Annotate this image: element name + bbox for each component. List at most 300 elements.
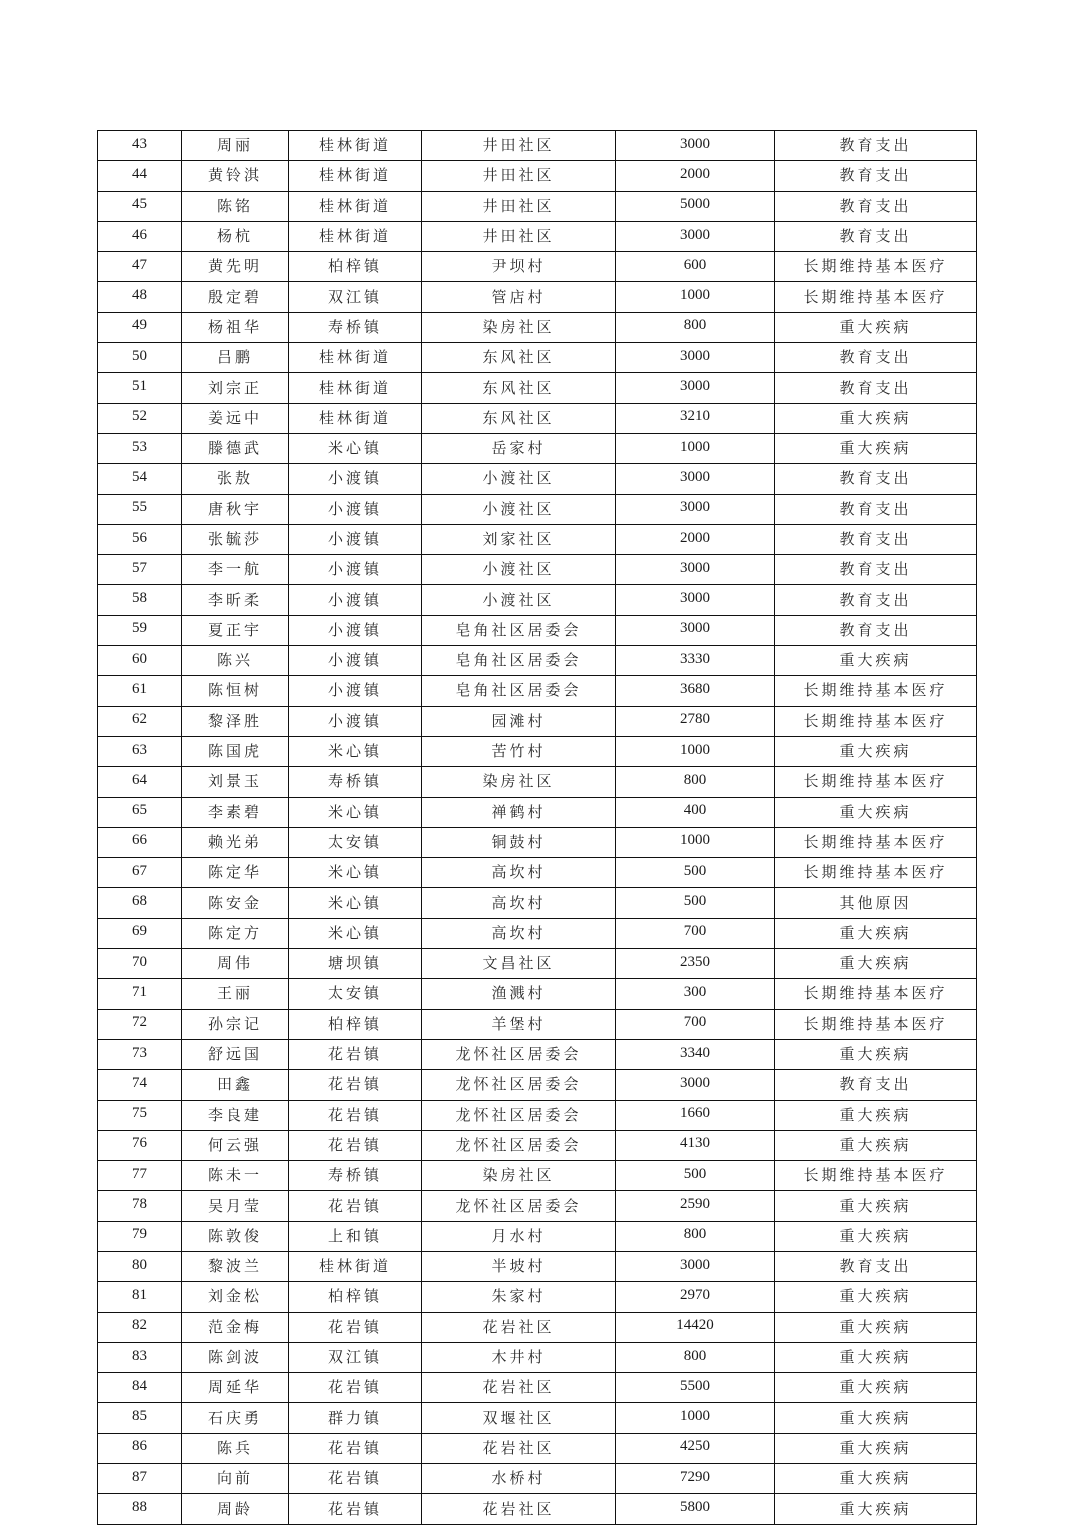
row-number-cell: 78 — [98, 1191, 182, 1221]
village-cell: 花岩社区 — [422, 1373, 616, 1403]
table-row — [98, 858, 977, 888]
row-number-cell: 84 — [98, 1373, 182, 1403]
table-row — [98, 1433, 977, 1463]
amount-cell: 5500 — [616, 1373, 775, 1403]
name-cell: 刘宗正 — [182, 373, 289, 403]
row-number-cell: 87 — [98, 1464, 182, 1494]
town-cell: 花岩镇 — [289, 1464, 422, 1494]
reason-cell: 长期维持基本医疗 — [775, 1009, 977, 1039]
row-number-cell: 77 — [98, 1161, 182, 1191]
row-number-cell: 63 — [98, 736, 182, 766]
town-cell: 群力镇 — [289, 1403, 422, 1433]
village-cell: 龙怀社区居委会 — [422, 1191, 616, 1221]
town-cell: 小渡镇 — [289, 494, 422, 524]
town-cell: 花岩镇 — [289, 1039, 422, 1069]
reason-cell: 重大疾病 — [775, 312, 977, 342]
reason-cell: 重大疾病 — [775, 736, 977, 766]
row-number-cell: 60 — [98, 646, 182, 676]
reason-cell: 教育支出 — [775, 131, 977, 161]
village-cell: 井田社区 — [422, 131, 616, 161]
name-cell: 李昕柔 — [182, 585, 289, 615]
row-number-cell: 83 — [98, 1342, 182, 1372]
village-cell: 花岩社区 — [422, 1312, 616, 1342]
name-cell: 舒远国 — [182, 1039, 289, 1069]
village-cell: 龙怀社区居委会 — [422, 1039, 616, 1069]
name-cell: 杨祖华 — [182, 312, 289, 342]
row-number-cell: 74 — [98, 1070, 182, 1100]
amount-cell: 800 — [616, 1221, 775, 1251]
row-number-cell: 56 — [98, 524, 182, 554]
village-cell: 皂角社区居委会 — [422, 646, 616, 676]
town-cell: 花岩镇 — [289, 1130, 422, 1160]
village-cell: 井田社区 — [422, 191, 616, 221]
table-row — [98, 312, 977, 342]
reason-cell: 重大疾病 — [775, 403, 977, 433]
amount-cell: 1000 — [616, 282, 775, 312]
amount-cell: 3340 — [616, 1039, 775, 1069]
village-cell: 小渡社区 — [422, 585, 616, 615]
row-number-cell: 69 — [98, 918, 182, 948]
name-cell: 吴月莹 — [182, 1191, 289, 1221]
row-number-cell: 86 — [98, 1433, 182, 1463]
town-cell: 桂林街道 — [289, 403, 422, 433]
amount-cell: 500 — [616, 1161, 775, 1191]
name-cell: 夏正宇 — [182, 615, 289, 645]
name-cell: 赖光弟 — [182, 827, 289, 857]
row-number-cell: 82 — [98, 1312, 182, 1342]
name-cell: 张敖 — [182, 464, 289, 494]
table-row — [98, 373, 977, 403]
row-number-cell: 45 — [98, 191, 182, 221]
table-row — [98, 1464, 977, 1494]
reason-cell: 重大疾病 — [775, 1433, 977, 1463]
reason-cell: 长期维持基本医疗 — [775, 827, 977, 857]
row-number-cell: 50 — [98, 343, 182, 373]
village-cell: 染房社区 — [422, 1161, 616, 1191]
table-row — [98, 1009, 977, 1039]
reason-cell: 长期维持基本医疗 — [775, 979, 977, 1009]
reason-cell: 教育支出 — [775, 221, 977, 251]
village-cell: 染房社区 — [422, 767, 616, 797]
reason-cell: 长期维持基本医疗 — [775, 282, 977, 312]
name-cell: 石庆勇 — [182, 1403, 289, 1433]
table-row — [98, 1312, 977, 1342]
table-row — [98, 343, 977, 373]
village-cell: 岳家村 — [422, 433, 616, 463]
town-cell: 柏梓镇 — [289, 1009, 422, 1039]
reason-cell: 教育支出 — [775, 161, 977, 191]
reason-cell: 重大疾病 — [775, 918, 977, 948]
amount-cell: 3680 — [616, 676, 775, 706]
row-number-cell: 55 — [98, 494, 182, 524]
row-number-cell: 49 — [98, 312, 182, 342]
amount-cell: 5800 — [616, 1494, 775, 1524]
amount-cell: 3000 — [616, 555, 775, 585]
town-cell: 桂林街道 — [289, 373, 422, 403]
name-cell: 何云强 — [182, 1130, 289, 1160]
town-cell: 花岩镇 — [289, 1070, 422, 1100]
table-row — [98, 191, 977, 221]
reason-cell: 教育支出 — [775, 373, 977, 403]
town-cell: 双江镇 — [289, 282, 422, 312]
row-number-cell: 66 — [98, 827, 182, 857]
reason-cell: 重大疾病 — [775, 1282, 977, 1312]
name-cell: 姜远中 — [182, 403, 289, 433]
town-cell: 柏梓镇 — [289, 1282, 422, 1312]
reason-cell: 重大疾病 — [775, 1312, 977, 1342]
village-cell: 龙怀社区居委会 — [422, 1070, 616, 1100]
reason-cell: 重大疾病 — [775, 949, 977, 979]
village-cell: 皂角社区居委会 — [422, 676, 616, 706]
town-cell: 桂林街道 — [289, 191, 422, 221]
table-row — [98, 1039, 977, 1069]
village-cell: 水桥村 — [422, 1464, 616, 1494]
row-number-cell: 52 — [98, 403, 182, 433]
reason-cell: 教育支出 — [775, 585, 977, 615]
row-number-cell: 81 — [98, 1282, 182, 1312]
town-cell: 花岩镇 — [289, 1494, 422, 1524]
reason-cell: 教育支出 — [775, 524, 977, 554]
reason-cell: 重大疾病 — [775, 1221, 977, 1251]
table-row — [98, 282, 977, 312]
table-row — [98, 1100, 977, 1130]
town-cell: 上和镇 — [289, 1221, 422, 1251]
name-cell: 周丽 — [182, 131, 289, 161]
table-row — [98, 1221, 977, 1251]
town-cell: 柏梓镇 — [289, 252, 422, 282]
amount-cell: 500 — [616, 858, 775, 888]
town-cell: 花岩镇 — [289, 1433, 422, 1463]
name-cell: 李一航 — [182, 555, 289, 585]
village-cell: 龙怀社区居委会 — [422, 1100, 616, 1130]
reason-cell: 重大疾病 — [775, 1403, 977, 1433]
amount-cell: 3000 — [616, 1070, 775, 1100]
row-number-cell: 75 — [98, 1100, 182, 1130]
amount-cell: 2590 — [616, 1191, 775, 1221]
row-number-cell: 61 — [98, 676, 182, 706]
town-cell: 桂林街道 — [289, 161, 422, 191]
village-cell: 小渡社区 — [422, 494, 616, 524]
amount-cell: 3000 — [616, 373, 775, 403]
name-cell: 殷定碧 — [182, 282, 289, 312]
table-row — [98, 706, 977, 736]
amount-cell: 2000 — [616, 524, 775, 554]
table-row — [98, 1130, 977, 1160]
table-row — [98, 1342, 977, 1372]
village-cell: 苦竹村 — [422, 736, 616, 766]
table-row — [98, 524, 977, 554]
town-cell: 太安镇 — [289, 979, 422, 1009]
amount-cell: 3210 — [616, 403, 775, 433]
amount-cell: 3000 — [616, 494, 775, 524]
reason-cell: 教育支出 — [775, 1070, 977, 1100]
village-cell: 铜鼓村 — [422, 827, 616, 857]
village-cell: 小渡社区 — [422, 464, 616, 494]
amount-cell: 3000 — [616, 131, 775, 161]
village-cell: 花岩社区 — [422, 1494, 616, 1524]
row-number-cell: 73 — [98, 1039, 182, 1069]
row-number-cell: 65 — [98, 797, 182, 827]
name-cell: 陈未一 — [182, 1161, 289, 1191]
name-cell: 周延华 — [182, 1373, 289, 1403]
reason-cell: 重大疾病 — [775, 1191, 977, 1221]
name-cell: 陈定方 — [182, 918, 289, 948]
amount-cell: 3000 — [616, 615, 775, 645]
name-cell: 刘景玉 — [182, 767, 289, 797]
amount-cell: 7290 — [616, 1464, 775, 1494]
table-row — [98, 979, 977, 1009]
town-cell: 小渡镇 — [289, 706, 422, 736]
town-cell: 米心镇 — [289, 736, 422, 766]
row-number-cell: 53 — [98, 433, 182, 463]
village-cell: 皂角社区居委会 — [422, 615, 616, 645]
town-cell: 小渡镇 — [289, 646, 422, 676]
table-row — [98, 433, 977, 463]
village-cell: 花岩社区 — [422, 1433, 616, 1463]
town-cell: 花岩镇 — [289, 1191, 422, 1221]
amount-cell: 1000 — [616, 736, 775, 766]
village-cell: 东风社区 — [422, 343, 616, 373]
reason-cell: 重大疾病 — [775, 1373, 977, 1403]
village-cell: 龙怀社区居委会 — [422, 1130, 616, 1160]
name-cell: 向前 — [182, 1464, 289, 1494]
amount-cell: 1000 — [616, 827, 775, 857]
table-row — [98, 1191, 977, 1221]
table-row — [98, 767, 977, 797]
row-number-cell: 43 — [98, 131, 182, 161]
name-cell: 孙宗记 — [182, 1009, 289, 1039]
town-cell: 花岩镇 — [289, 1312, 422, 1342]
row-number-cell: 76 — [98, 1130, 182, 1160]
town-cell: 双江镇 — [289, 1342, 422, 1372]
village-cell: 尹坝村 — [422, 252, 616, 282]
name-cell: 田鑫 — [182, 1070, 289, 1100]
row-number-cell: 57 — [98, 555, 182, 585]
row-number-cell: 88 — [98, 1494, 182, 1524]
amount-cell: 500 — [616, 888, 775, 918]
amount-cell: 400 — [616, 797, 775, 827]
table-row — [98, 494, 977, 524]
village-cell: 木井村 — [422, 1342, 616, 1372]
amount-cell: 1660 — [616, 1100, 775, 1130]
table-row — [98, 1070, 977, 1100]
name-cell: 周龄 — [182, 1494, 289, 1524]
town-cell: 寿桥镇 — [289, 767, 422, 797]
town-cell: 塘坝镇 — [289, 949, 422, 979]
name-cell: 黎泽胜 — [182, 706, 289, 736]
name-cell: 张毓莎 — [182, 524, 289, 554]
amount-cell: 800 — [616, 312, 775, 342]
name-cell: 杨杭 — [182, 221, 289, 251]
table-row — [98, 646, 977, 676]
amount-cell: 800 — [616, 767, 775, 797]
amount-cell: 3000 — [616, 221, 775, 251]
table-body — [98, 131, 977, 1525]
name-cell: 李良建 — [182, 1100, 289, 1130]
table-row — [98, 1373, 977, 1403]
village-cell: 文昌社区 — [422, 949, 616, 979]
row-number-cell: 67 — [98, 858, 182, 888]
amount-cell: 800 — [616, 1342, 775, 1372]
table-row — [98, 827, 977, 857]
town-cell: 小渡镇 — [289, 524, 422, 554]
table-row — [98, 585, 977, 615]
town-cell: 桂林街道 — [289, 343, 422, 373]
village-cell: 禅鹤村 — [422, 797, 616, 827]
reason-cell: 重大疾病 — [775, 1039, 977, 1069]
row-number-cell: 64 — [98, 767, 182, 797]
amount-cell: 4250 — [616, 1433, 775, 1463]
row-number-cell: 68 — [98, 888, 182, 918]
table-row — [98, 403, 977, 433]
name-cell: 陈安金 — [182, 888, 289, 918]
town-cell: 小渡镇 — [289, 676, 422, 706]
name-cell: 王丽 — [182, 979, 289, 1009]
amount-cell: 3000 — [616, 1251, 775, 1281]
reason-cell: 教育支出 — [775, 555, 977, 585]
table-row — [98, 1251, 977, 1281]
name-cell: 陈兴 — [182, 646, 289, 676]
amount-cell: 1000 — [616, 1403, 775, 1433]
village-cell: 月水村 — [422, 1221, 616, 1251]
row-number-cell: 48 — [98, 282, 182, 312]
village-cell: 染房社区 — [422, 312, 616, 342]
town-cell: 寿桥镇 — [289, 1161, 422, 1191]
name-cell: 陈国虎 — [182, 736, 289, 766]
town-cell: 米心镇 — [289, 797, 422, 827]
reason-cell: 重大疾病 — [775, 1494, 977, 1524]
row-number-cell: 54 — [98, 464, 182, 494]
amount-cell: 3000 — [616, 585, 775, 615]
table-row — [98, 615, 977, 645]
village-cell: 高坎村 — [422, 918, 616, 948]
table-row — [98, 1403, 977, 1433]
town-cell: 小渡镇 — [289, 555, 422, 585]
table-row — [98, 797, 977, 827]
village-cell: 园滩村 — [422, 706, 616, 736]
reason-cell: 教育支出 — [775, 494, 977, 524]
table-row — [98, 131, 977, 161]
reason-cell: 重大疾病 — [775, 797, 977, 827]
name-cell: 陈敦俊 — [182, 1221, 289, 1251]
name-cell: 黎波兰 — [182, 1251, 289, 1281]
town-cell: 小渡镇 — [289, 464, 422, 494]
village-cell: 半坡村 — [422, 1251, 616, 1281]
name-cell: 陈兵 — [182, 1433, 289, 1463]
town-cell: 米心镇 — [289, 888, 422, 918]
village-cell: 刘家社区 — [422, 524, 616, 554]
village-cell: 双堰社区 — [422, 1403, 616, 1433]
town-cell: 桂林街道 — [289, 131, 422, 161]
amount-cell: 14420 — [616, 1312, 775, 1342]
name-cell: 吕鹏 — [182, 343, 289, 373]
reason-cell: 教育支出 — [775, 1251, 977, 1281]
amount-cell: 2000 — [616, 161, 775, 191]
table-row — [98, 464, 977, 494]
row-number-cell: 70 — [98, 949, 182, 979]
reason-cell: 长期维持基本医疗 — [775, 1161, 977, 1191]
amount-cell: 3330 — [616, 646, 775, 676]
reason-cell: 长期维持基本医疗 — [775, 767, 977, 797]
reason-cell: 长期维持基本医疗 — [775, 252, 977, 282]
table-row — [98, 555, 977, 585]
amount-cell: 300 — [616, 979, 775, 1009]
name-cell: 陈剑波 — [182, 1342, 289, 1372]
table-row — [98, 161, 977, 191]
village-cell: 管店村 — [422, 282, 616, 312]
amount-cell: 700 — [616, 1009, 775, 1039]
table-row — [98, 736, 977, 766]
row-number-cell: 51 — [98, 373, 182, 403]
town-cell: 花岩镇 — [289, 1100, 422, 1130]
village-cell: 井田社区 — [422, 221, 616, 251]
town-cell: 寿桥镇 — [289, 312, 422, 342]
reason-cell: 教育支出 — [775, 464, 977, 494]
town-cell: 米心镇 — [289, 918, 422, 948]
town-cell: 太安镇 — [289, 827, 422, 857]
town-cell: 桂林街道 — [289, 1251, 422, 1281]
name-cell: 唐秋宇 — [182, 494, 289, 524]
row-number-cell: 62 — [98, 706, 182, 736]
amount-cell: 600 — [616, 252, 775, 282]
village-cell: 东风社区 — [422, 373, 616, 403]
table-row — [98, 252, 977, 282]
town-cell: 小渡镇 — [289, 615, 422, 645]
name-cell: 周伟 — [182, 949, 289, 979]
village-cell: 高坎村 — [422, 888, 616, 918]
village-cell: 井田社区 — [422, 161, 616, 191]
row-number-cell: 80 — [98, 1251, 182, 1281]
town-cell: 桂林街道 — [289, 221, 422, 251]
reason-cell: 其他原因 — [775, 888, 977, 918]
name-cell: 陈恒树 — [182, 676, 289, 706]
reason-cell: 教育支出 — [775, 343, 977, 373]
name-cell: 李素碧 — [182, 797, 289, 827]
table-row — [98, 949, 977, 979]
amount-cell: 2970 — [616, 1282, 775, 1312]
reason-cell: 教育支出 — [775, 615, 977, 645]
name-cell: 刘金松 — [182, 1282, 289, 1312]
reason-cell: 重大疾病 — [775, 1464, 977, 1494]
name-cell: 黄先明 — [182, 252, 289, 282]
town-cell: 米心镇 — [289, 433, 422, 463]
reason-cell: 教育支出 — [775, 191, 977, 221]
amount-cell: 700 — [616, 918, 775, 948]
village-cell: 羊堡村 — [422, 1009, 616, 1039]
amount-cell: 4130 — [616, 1130, 775, 1160]
name-cell: 范金梅 — [182, 1312, 289, 1342]
reason-cell: 重大疾病 — [775, 1130, 977, 1160]
amount-cell: 5000 — [616, 191, 775, 221]
table-row — [98, 676, 977, 706]
reason-cell: 重大疾病 — [775, 1100, 977, 1130]
village-cell: 东风社区 — [422, 403, 616, 433]
row-number-cell: 59 — [98, 615, 182, 645]
row-number-cell: 72 — [98, 1009, 182, 1039]
village-cell: 朱家村 — [422, 1282, 616, 1312]
row-number-cell: 79 — [98, 1221, 182, 1251]
row-number-cell: 71 — [98, 979, 182, 1009]
amount-cell: 3000 — [616, 343, 775, 373]
amount-cell: 3000 — [616, 464, 775, 494]
name-cell: 滕德武 — [182, 433, 289, 463]
name-cell: 陈定华 — [182, 858, 289, 888]
table-row — [98, 1282, 977, 1312]
assistance-table — [97, 130, 977, 1525]
row-number-cell: 58 — [98, 585, 182, 615]
row-number-cell: 44 — [98, 161, 182, 191]
name-cell: 陈铭 — [182, 191, 289, 221]
